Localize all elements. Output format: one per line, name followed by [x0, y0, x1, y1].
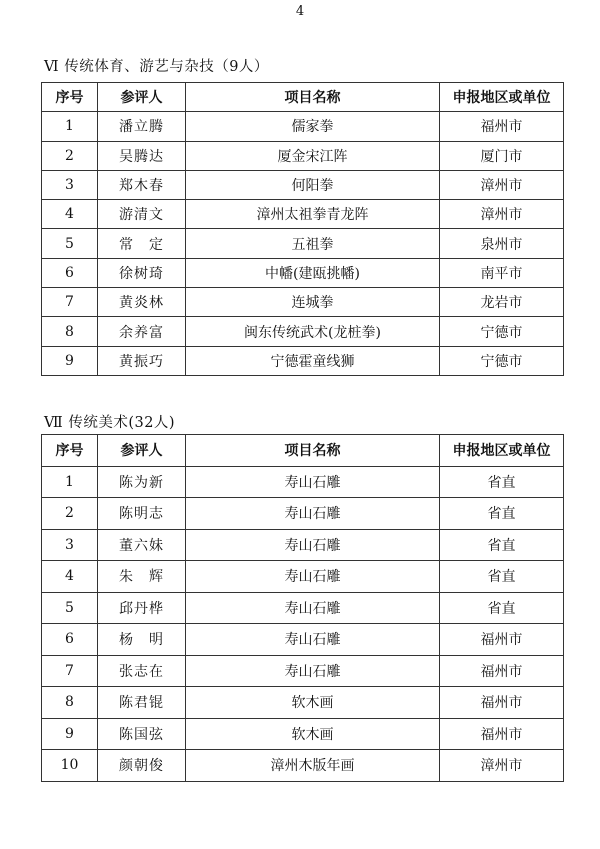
- table-row: [42, 317, 564, 346]
- cell-region: 宁德市: [440, 317, 564, 346]
- cell-region: 省直: [440, 592, 564, 624]
- cell-nominee: 郑木春: [98, 170, 186, 199]
- table-header-row: [42, 435, 564, 467]
- cell-region: 南平市: [440, 258, 564, 287]
- cell-nominee: 张志在: [98, 655, 186, 687]
- cell-region: 福州市: [440, 687, 564, 719]
- table-row: [42, 718, 564, 750]
- cell-project-name: 软木画: [186, 718, 440, 750]
- cell-index: 7: [42, 655, 98, 687]
- cell-region: 福州市: [440, 624, 564, 656]
- table-row: [42, 592, 564, 624]
- cell-nominee: 邱丹桦: [98, 592, 186, 624]
- table-row: [42, 170, 564, 199]
- cell-project-name: 软木画: [186, 687, 440, 719]
- cell-project-name: 寿山石雕: [186, 529, 440, 561]
- cell-region: 漳州市: [440, 200, 564, 229]
- header-col-nominee: 参评人: [98, 83, 186, 112]
- cell-index: 6: [42, 624, 98, 656]
- section-title-vii: Ⅶ 传统美术(32人): [44, 415, 176, 431]
- table-row: [42, 346, 564, 375]
- cell-region: 龙岩市: [440, 288, 564, 317]
- table-header-row: [42, 83, 564, 112]
- table-row: [42, 141, 564, 170]
- cell-project-name: 何阳拳: [186, 170, 440, 199]
- cell-index: 8: [42, 687, 98, 719]
- cell-index: 3: [42, 170, 98, 199]
- cell-project-name: 寿山石雕: [186, 624, 440, 656]
- cell-nominee: 潘立腾: [98, 112, 186, 141]
- cell-index: 1: [42, 112, 98, 141]
- table-row: [42, 750, 564, 782]
- cell-nominee: 陈君锟: [98, 687, 186, 719]
- cell-project-name: 寿山石雕: [186, 655, 440, 687]
- cell-nominee: 颜朝俊: [98, 750, 186, 782]
- cell-region: 漳州市: [440, 170, 564, 199]
- header-col-region: 申报地区或单位: [440, 83, 564, 112]
- header-col-nominee: 参评人: [98, 435, 186, 467]
- cell-index: 8: [42, 317, 98, 346]
- cell-index: 5: [42, 229, 98, 258]
- table-vi: [41, 82, 564, 376]
- cell-region: 漳州市: [440, 750, 564, 782]
- cell-region: 泉州市: [440, 229, 564, 258]
- table-row: [42, 687, 564, 719]
- cell-region: 省直: [440, 529, 564, 561]
- cell-index: 2: [42, 498, 98, 530]
- cell-project-name: 厦金宋江阵: [186, 141, 440, 170]
- cell-nominee: 吴腾达: [98, 141, 186, 170]
- cell-nominee: 徐树琦: [98, 258, 186, 287]
- table-row: [42, 529, 564, 561]
- cell-index: 5: [42, 592, 98, 624]
- cell-region: 省直: [440, 561, 564, 593]
- table-row: [42, 466, 564, 498]
- page-number: 4: [295, 4, 305, 19]
- table-row: [42, 561, 564, 593]
- cell-index: 9: [42, 718, 98, 750]
- cell-nominee: 陈为新: [98, 466, 186, 498]
- cell-nominee: 余养富: [98, 317, 186, 346]
- cell-index: 1: [42, 466, 98, 498]
- cell-region: 福州市: [440, 655, 564, 687]
- cell-project-name: 漳州太祖拳青龙阵: [186, 200, 440, 229]
- cell-index: 4: [42, 561, 98, 593]
- header-col-index: 序号: [42, 83, 98, 112]
- header-col-project-name: 项目名称: [186, 83, 440, 112]
- cell-nominee: 陈国弦: [98, 718, 186, 750]
- cell-region: 省直: [440, 466, 564, 498]
- header-col-project-name: 项目名称: [186, 435, 440, 467]
- cell-project-name: 寿山石雕: [186, 466, 440, 498]
- cell-index: 10: [42, 750, 98, 782]
- cell-project-name: 五祖拳: [186, 229, 440, 258]
- cell-nominee: 杨 明: [98, 624, 186, 656]
- cell-nominee: 黄炎林: [98, 288, 186, 317]
- table-row: [42, 288, 564, 317]
- cell-nominee: 常 定: [98, 229, 186, 258]
- cell-nominee: 董六妹: [98, 529, 186, 561]
- cell-project-name: 宁德霍童线狮: [186, 346, 440, 375]
- header-col-index: 序号: [42, 435, 98, 467]
- cell-index: 9: [42, 346, 98, 375]
- table-row: [42, 624, 564, 656]
- cell-project-name: 寿山石雕: [186, 498, 440, 530]
- cell-project-name: 寿山石雕: [186, 561, 440, 593]
- cell-region: 福州市: [440, 112, 564, 141]
- cell-project-name: 儒家拳: [186, 112, 440, 141]
- cell-project-name: 连城拳: [186, 288, 440, 317]
- table-row: [42, 112, 564, 141]
- cell-index: 7: [42, 288, 98, 317]
- cell-region: 省直: [440, 498, 564, 530]
- cell-region: 厦门市: [440, 141, 564, 170]
- cell-nominee: 黄振巧: [98, 346, 186, 375]
- header-col-region: 申报地区或单位: [440, 435, 564, 467]
- cell-nominee: 陈明志: [98, 498, 186, 530]
- table-vii: [41, 434, 564, 782]
- table-row: [42, 200, 564, 229]
- cell-index: 4: [42, 200, 98, 229]
- cell-index: 6: [42, 258, 98, 287]
- table-row: [42, 258, 564, 287]
- cell-region: 福州市: [440, 718, 564, 750]
- cell-index: 2: [42, 141, 98, 170]
- table-row: [42, 498, 564, 530]
- cell-region: 宁德市: [440, 346, 564, 375]
- cell-nominee: 朱 辉: [98, 561, 186, 593]
- cell-project-name: 寿山石雕: [186, 592, 440, 624]
- cell-project-name: 漳州木版年画: [186, 750, 440, 782]
- cell-nominee: 游清文: [98, 200, 186, 229]
- cell-project-name: 中幡(建瓯挑幡): [186, 258, 440, 287]
- section-title-vi: Ⅵ 传统体育、游艺与杂技（9人）: [44, 59, 269, 75]
- cell-index: 3: [42, 529, 98, 561]
- cell-project-name: 闽东传统武术(龙桩拳): [186, 317, 440, 346]
- table-row: [42, 229, 564, 258]
- table-row: [42, 655, 564, 687]
